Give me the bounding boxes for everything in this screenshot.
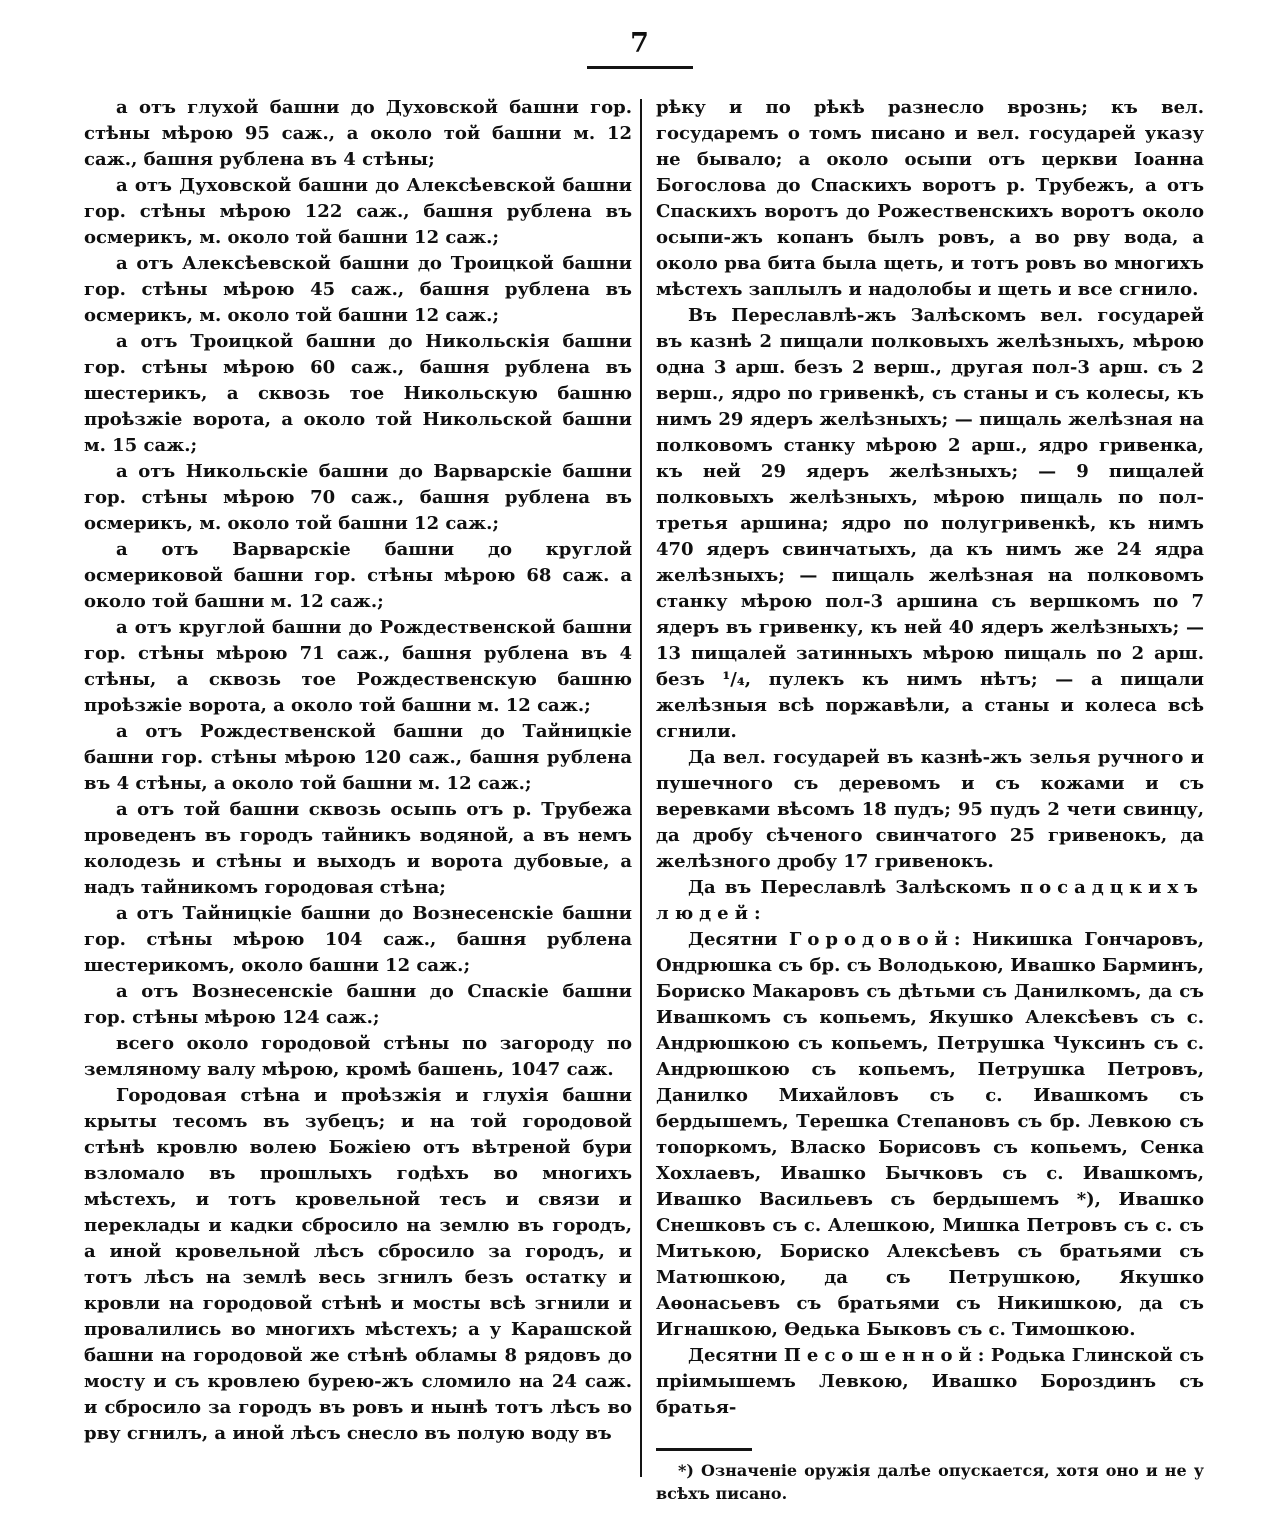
page-number-rule xyxy=(587,66,693,69)
paragraph xyxy=(84,797,632,901)
text-run: а отъ Тайницкіе башни до Вознесенскіе башни гор. стѣны мѣрою 104 саж., башня рублена шестерикомъ, около башни 12 саж.; xyxy=(84,903,632,976)
paragraph xyxy=(84,979,632,1031)
right-column xyxy=(656,95,1204,1447)
letterspaced-text: посадцкихъ людей xyxy=(656,877,1204,924)
text-run: а отъ Рождественской башни до Тайницкіе башни гор. стѣны мѣрою 120 саж., башня рублена въ 4 стѣны, а около той башни м. 12 саж.; xyxy=(84,721,632,794)
footnote-body: Означеніе оружія далѣе опускается, хотя оно и не у всѣхъ писано. xyxy=(656,1461,1204,1503)
letterspaced-text: Городовой xyxy=(788,929,954,950)
paragraph xyxy=(84,1083,632,1447)
text-run: всего около городовой стѣны по загороду по земляному валу мѣрою, кромѣ башень, 1047 саж. xyxy=(84,1033,632,1080)
paragraph xyxy=(656,875,1204,927)
footnote xyxy=(656,1448,1204,1505)
text-run: Да вел. государей въ казнѣ-жъ зелья ручного и пушечного съ деревомъ и съ кожами и съ веревками вѣсомъ 18 пудъ; 95 пудъ 2 чети свинцу, да дробу сѣченого свинчатого 25 гривенокъ, да желѣзного дробу 17 гривенокъ. xyxy=(656,747,1204,872)
footnote-marker: *) xyxy=(678,1461,694,1480)
text-run: а отъ Вознесенскіе башни до Спаскіе башни гор. стѣны мѣрою 124 саж.; xyxy=(84,981,632,1028)
page-header xyxy=(0,30,1280,69)
paragraph xyxy=(656,927,1204,1343)
paragraph xyxy=(84,173,632,251)
text-run: Десятни xyxy=(688,1345,784,1366)
text-run: а отъ Варварскіе башни до круглой осмериковой башни гор. стѣны мѣрою 68 саж. а около той башни м. 12 саж.; xyxy=(84,539,632,612)
footnote-text xyxy=(656,1459,1204,1505)
paragraph xyxy=(656,1343,1204,1421)
text-run: Да въ Переславлѣ Залѣскомъ xyxy=(688,877,1020,898)
paragraph xyxy=(84,901,632,979)
paragraph xyxy=(84,459,632,537)
text-run: Въ Переславлѣ-жъ Залѣскомъ вел. государей въ казнѣ 2 пищали полковыхъ желѣзныхъ, мѣрою одна 3 арш. безъ 2 верш., другая пол-3 арш. съ 2 верш., ядро по гривенкѣ, съ станы и съ колесы, къ нимъ 29 ядеръ желѣзныхъ; — пищаль желѣзная на полковомъ станку мѣрою 2 арш., ядро гривенка, къ ней 29 ядеръ желѣзныхъ; — 9 пищалей полковыхъ желѣзныхъ, мѣрою пищаль по пол-третья аршина; ядро по полугривенкѣ, къ нимъ 470 ядеръ свинчатыхъ, да къ нимъ же 24 ядра желѣзныхъ; — пищаль желѣзная на полковомъ станку мѣрою пол-3 аршина съ вершкомъ по 7 ядеръ въ гривенку, къ ней 40 ядеръ желѣзныхъ; — 13 пищалей затинныхъ мѣрою пищаль по 2 арш. безъ ¹/₄, пулекъ къ нимъ нѣтъ; — а пищали желѣзныя всѣ поржавѣли, а станы и колеса всѣ сгнили. xyxy=(656,305,1204,742)
text-run: рѣку и по рѣкѣ разнесло врознь; къ вел. государемъ о томъ писано и вел. государей указу не бывало; а около осыпи отъ церкви Іоанна Богослова до Спаскихъ воротъ р. Трубежъ, а отъ Спаскихъ воротъ до Рожественскихъ воротъ около осыпи-жъ копанъ былъ ровъ, а во рву вода, а около рва бита была щеть, и тотъ ровъ во многихъ мѣстехъ заплылъ и надолобы и щеть и все сгнило. xyxy=(656,97,1204,300)
text-run: : Никишка Гончаровъ, Ондрюшка съ бр. съ Володькою, Ивашко Барминъ, Бориско Макаровъ съ дѣтьми съ Данилкомъ, да съ Ивашкомъ съ копьемъ, Якушко Алексѣевъ съ с. Андрюшкою съ копьемъ, Петрушка Чуксинъ съ с. Андрюшкою съ копьемъ, Петрушка Петровъ, Данилко Михайловъ съ с. Ивашкомъ съ бердышемъ, Терешка Степановъ съ бр. Левкою съ топоркомъ, Власко Борисовъ съ копьемъ, Сенка Хохлаевъ, Ивашко Бычковъ съ с. Ивашкомъ, Ивашко Васильевъ съ бердышемъ *), Ивашко Снешковъ съ с. Алешкою, Мишка Петровъ съ с. съ Митькою, Бориско Алексѣевъ съ братьями съ Матюшкою, да съ Петрушкою, Якушко Аѳонасьевъ съ братьями съ Никишкою, да съ Игнашкою, Ѳедька Быковъ съ с. Тимошкою. xyxy=(656,929,1204,1340)
left-column xyxy=(84,95,632,1447)
text-run: а отъ Троицкой башни до Никольскія башни гор. стѣны мѣрою 60 саж., башня рублена въ шестерикъ, а сквозь тое Никольскую башню проѣзжіе ворота, а около той Никольской башни м. 15 саж.; xyxy=(84,331,632,456)
text-run: Городовая стѣна и проѣзжія и глухія башни крыты тесомъ въ зубецъ; и на той городовой стѣнѣ кровлю волею Божіею отъ вѣтреной бури взломало въ прошлыхъ годѣхъ во многихъ мѣстехъ, и тотъ кровельной тесъ и связи и переклады и кадки сбросило на землю въ городъ, а иной кровельной лѣсъ сбросило за городъ, и тотъ лѣсъ на землѣ весь згнилъ безъ остатку и кровли на городовой стѣнѣ и мосты всѣ згнили и провалились во многихъ мѣстехъ; а у Карашской башни на городовой же стѣнѣ обламы 8 рядовъ до мосту и съ кровлею бурею-жъ сломило на 24 саж. и сбросило за городъ въ ровъ и нынѣ тотъ лѣсъ во рву сгнилъ, а иной лѣсъ снесло въ полую воду въ xyxy=(84,1085,632,1444)
footnote-rule xyxy=(656,1448,752,1451)
paragraph xyxy=(84,251,632,329)
text-run: а отъ глухой башни до Духовской башни гор. стѣны мѣрою 95 саж., а около той башни м. 12 саж., башня рублена въ 4 стѣны; xyxy=(84,97,632,170)
paragraph xyxy=(84,95,632,173)
text-columns xyxy=(84,95,1204,1447)
text-run: : Родька Глинской съ пріимышемъ Левкою, Ивашко Бороздинъ съ братья- xyxy=(656,1345,1204,1418)
paragraph xyxy=(84,537,632,615)
paragraph xyxy=(84,615,632,719)
paragraph xyxy=(656,95,1204,303)
text-run: а отъ той башни сквозь осыпь отъ р. Трубежа проведенъ въ городъ тайникъ водяной, а въ немъ колодезь и стѣны и выходъ и ворота дубовые, а надъ тайникомъ городовая стѣна; xyxy=(84,799,632,898)
paragraph xyxy=(84,329,632,459)
text-run: а отъ Алексѣевской башни до Троицкой башни гор. стѣны мѣрою 45 саж., башня рублена въ осмерикъ, м. около той башни 12 саж.; xyxy=(84,253,632,326)
page-number: 7 xyxy=(630,28,650,59)
text-run: а отъ круглой башни до Рождественской башни гор. стѣны мѣрою 71 саж., башня рублена въ 4 стѣны, а сквозь тое Рождественскую башню проѣзжіе ворота, а около той башни м. 12 саж.; xyxy=(84,617,632,716)
text-run: а отъ Духовской башни до Алексѣевской башни гор. стѣны мѣрою 122 саж., башня рублена въ осмерикъ, м. около той башни 12 саж.; xyxy=(84,175,632,248)
letterspaced-text: Песошенной xyxy=(783,1345,978,1366)
footnote-spacer xyxy=(694,1461,701,1480)
text-run: а отъ Никольскіе башни до Варварскіе башни гор. стѣны мѣрою 70 саж., башня рублена въ осмерикъ, м. около той башни 12 саж.; xyxy=(84,461,632,534)
text-run: Десятни xyxy=(688,929,789,950)
paragraph xyxy=(84,719,632,797)
text-run: : xyxy=(753,903,761,924)
paragraph xyxy=(656,745,1204,875)
paragraph xyxy=(656,303,1204,745)
paragraph xyxy=(84,1031,632,1083)
